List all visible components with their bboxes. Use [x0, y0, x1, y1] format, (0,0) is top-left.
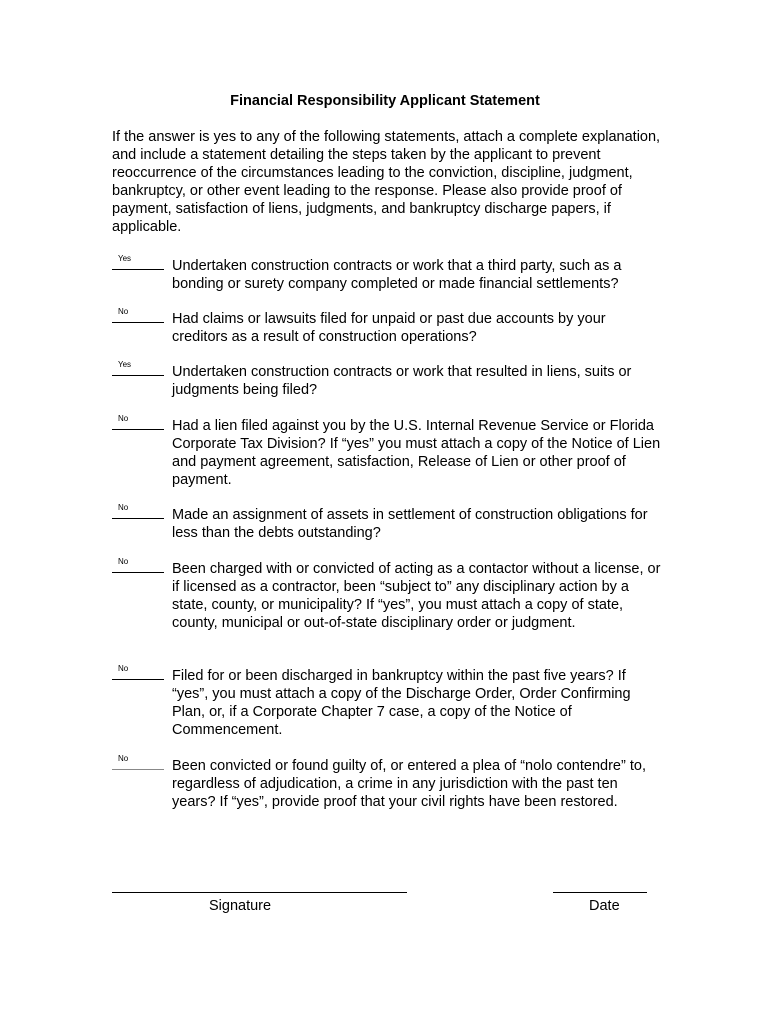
statement-text: Had a lien filed against you by the U.S. Internal Revenue Service or Florida Corporate Tax Division? If “yes” you must attach a copy of the Notice of Lien and payment agreement, satisfaction, Release of Lien or other proof of payment. [172, 418, 661, 488]
statement-text: Been convicted or found guilty of, or entered a plea of “nolo contendre” to, regardless of adjudication, a crime in any jurisdiction with the past ten years? If “yes”, provide proof that your civil rights have been restored. [172, 758, 646, 810]
answer-value: Yes [118, 254, 132, 263]
answer-value: No [118, 664, 129, 673]
statement-text: Undertaken construction contracts or work that a third party, such as a bonding or surety company completed or made financial settlements? [172, 258, 622, 292]
answer-field[interactable] [112, 504, 164, 519]
answer-value: No [118, 557, 129, 566]
answer-field[interactable] [112, 558, 164, 573]
answer-field[interactable] [112, 415, 164, 430]
statement-text: Made an assignment of assets in settlement of construction obligations for less than the debts outstanding? [172, 507, 648, 541]
document-title: Financial Responsibility Applicant Statement [230, 93, 540, 109]
answer-field[interactable] [112, 665, 164, 680]
answer-field[interactable] [112, 308, 164, 323]
signature-line[interactable] [112, 892, 407, 893]
answer-value: No [118, 307, 129, 316]
statement-text: Undertaken construction contracts or work that resulted in liens, suits or judgments being filed? [172, 364, 632, 398]
answer-field[interactable] [112, 755, 164, 770]
date-label: Date [589, 898, 620, 914]
answer-value: Yes [118, 360, 132, 369]
answer-value: No [118, 754, 129, 763]
answer-value: No [118, 503, 129, 512]
answer-value: No [118, 414, 129, 423]
intro-paragraph: If the answer is yes to any of the following statements, attach a complete explanation, and include a statement detailing the steps taken by the applicant to prevent reoccurrence of the circumstances leading to the conviction, discipline, judgment, bankruptcy, or other event leading to the response. Please also provide proof of payment, satisfaction of liens, judgments, and bankruptcy discharge papers, if applicable. [112, 129, 661, 235]
answer-field[interactable] [112, 255, 164, 270]
statement-text: Been charged with or convicted of acting as a contactor without a license, or if licensed as a contractor, been “subject to” any disciplinary action by a state, county, or municipality? If “yes”, you must attach a copy of state, county, municipal or out-of-state disciplinary order or judgment. [172, 561, 661, 631]
signature-label: Signature [209, 898, 272, 914]
statement-text: Had claims or lawsuits filed for unpaid or past due accounts by your creditors as a result of construction operations? [172, 311, 606, 345]
date-line[interactable] [553, 892, 647, 893]
statement-text: Filed for or been discharged in bankruptcy within the past five years? If “yes”, you must attach a copy of the Discharge Order, Order Confirming Plan, or, if a Corporate Chapter 7 case, a copy of the Notice of Commencement. [172, 668, 631, 738]
answer-field[interactable] [112, 361, 164, 376]
